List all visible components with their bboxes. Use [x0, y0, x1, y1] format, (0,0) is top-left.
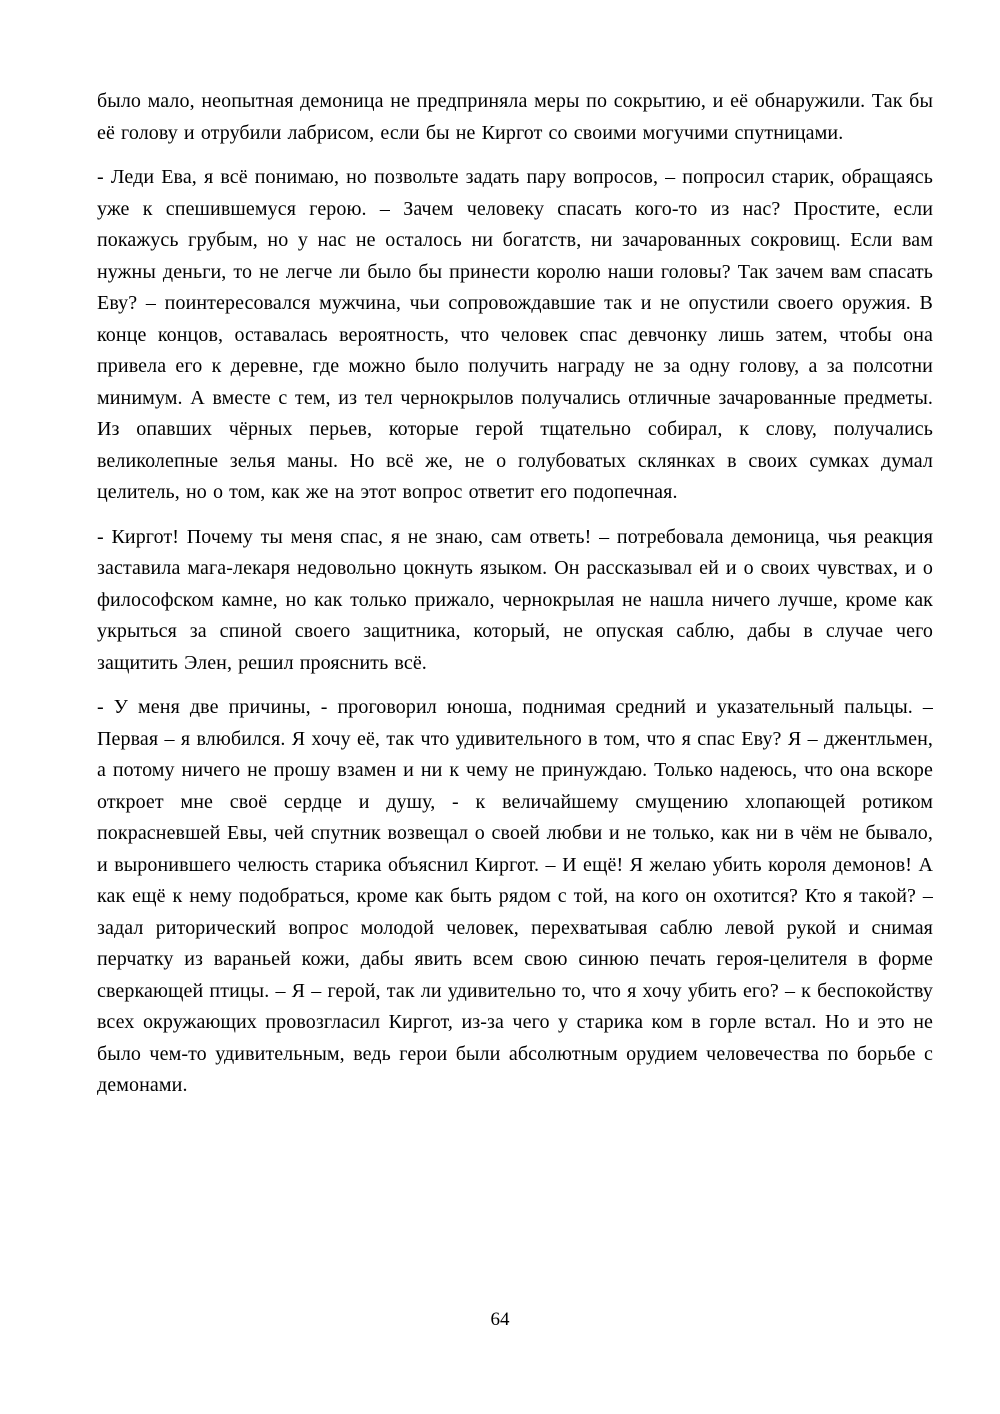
paragraph-2: - Леди Ева, я всё понимаю, но позвольте задать пару вопросов, – попросил старик, обращаясь уже к спешившемуся герою. – Зачем человеку спасать кого-то из нас? Простите, если покажусь грубым, но у нас не осталось ни богатств, ни зачарованных сокровищ. Если вам нужны деньги, то не легче ли было бы принести королю наши головы? Так зачем вам спасать Еву? – поинтересовался мужчина, чьи сопровождавшие так и не опустили своего оружия. В конце концов, оставалась вероятность, что человек спас девчонку лишь затем, чтобы она привела его к деревне, где можно было получить награду не за одну голову, а за полсотни минимум. А вместе с тем, из тел чернокрылов получались отличные зачарованные предметы. Из опавших чёрных перьев, которые герой тщательно собирал, к слову, получались великолепные зелья маны. Но всё же, не о голубоватых склянках в своих сумках думал целитель, но о том, как же на этот вопрос ответит его подопечная. — [97, 166, 933, 503]
paragraph-3: - Киргот! Почему ты меня спас, я не знаю, сам ответь! – потребовала демоница, чья реакция заставила мага-лекаря недовольно цокнуть языком. Он рассказывал ей и о своих чувствах, и о философском камне, но как только прижало, чернокрылая не нашла ничего лучше, кроме как укрыться за спиной своего защитника, который, не опуская саблю, дабы в случае чего защитить Элен, решил прояснить всё. — [97, 525, 933, 674]
page-number: 64 — [490, 1309, 510, 1330]
paragraph-1: было мало, неопытная демоница не предприняла меры по сокрытию, и её обнаружили. Так бы её голову и отрубили лабрисом, если бы не Киргот со своими могучими спутницами. — [97, 90, 933, 144]
paragraph-4: - У меня две причины, - проговорил юноша, поднимая средний и указательный пальцы. – Первая – я влюбился. Я хочу её, так что удивительного в том, что я спас Еву? Я – джентльмен, а потому ничего не прошу взамен и ни к чему не принуждаю. Только надеюсь, что она вскоре откроет мне своё сердце и душу, - к величайшему смущению хлопающей ротиком покрасневшей Евы, чей спутник возвещал о своей любви и не только, как ни в чём не бывало, и выронившего челюсть старика объяснил Киргот. – И ещё! Я желаю убить короля демонов! А как ещё к нему подобраться, кроме как быть рядом с той, на кого он охотится? Кто я такой? – задал риторический вопрос молодой человек, перехватывая саблю левой рукой и снимая перчатку из вараньей кожи, дабы явить всем свою синюю печать героя-целителя в форме сверкающей птицы. – Я – герой, так ли удивительно то, что я хочу убить его? – к беспокойству всех окружающих провозгласил Киргот, из-за чего у старика ком в горле встал. Но и это не было чем-то удивительным, ведь герои были абсолютным орудием человечества по борьбе с демонами. — [97, 696, 933, 1096]
body-text — [97, 86, 933, 1115]
